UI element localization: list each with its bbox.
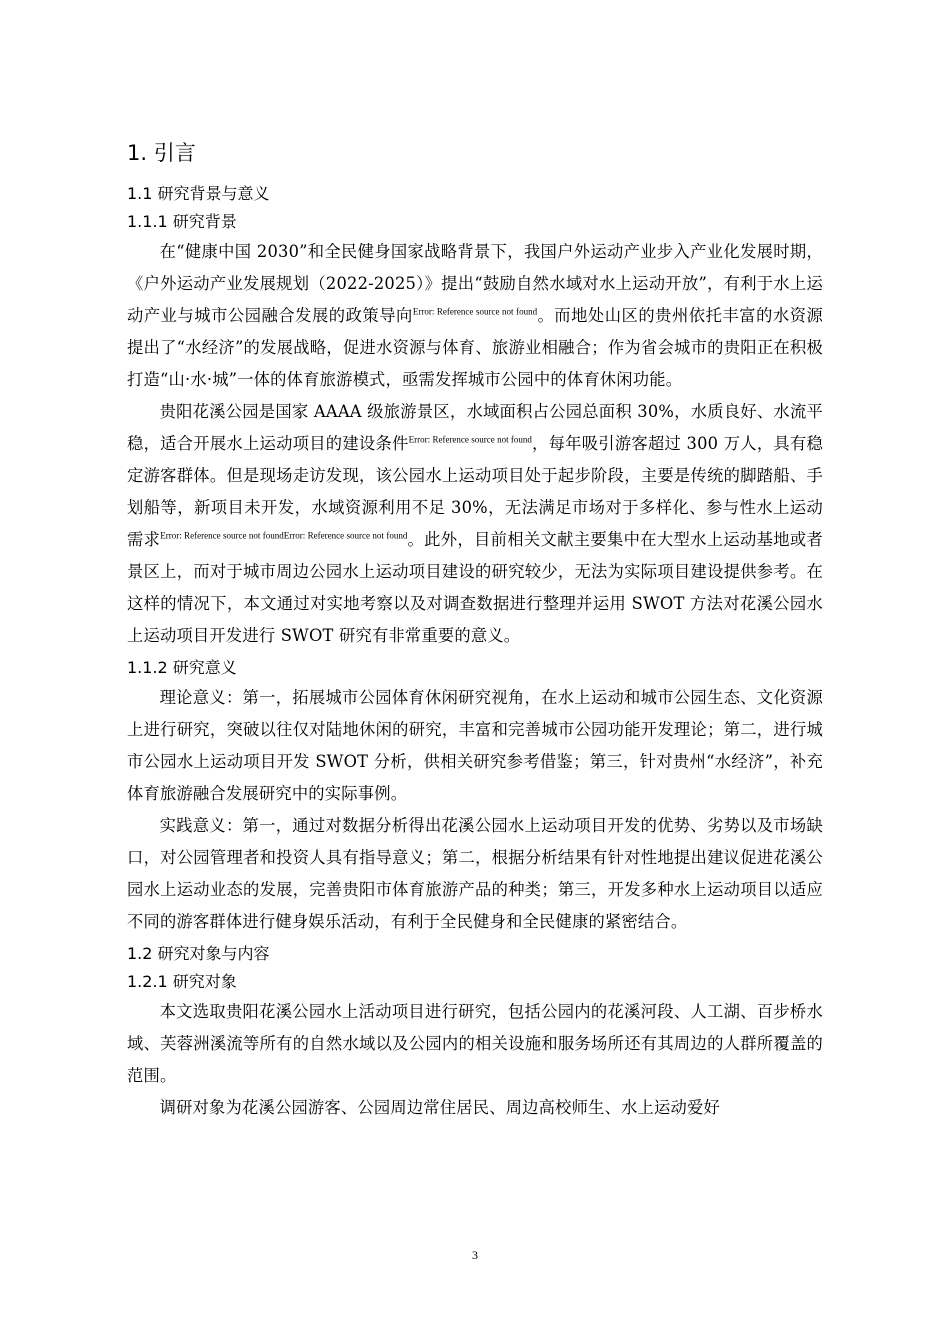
paragraph-research-object-2: 调研对象为花溪公园游客、公园周边常住居民、周边高校师生、水上运动爱好 <box>159 1098 720 1117</box>
page-number: 3 <box>472 1248 478 1262</box>
paragraph-text: ，每年吸引游客超过 300 万人，具有稳定游客群体。但是现场走访发现，该公园水上运动项目处于起步阶段，主要是传统的脚踏船、手划船等，新项目未开发，水域资源利用不足 30%，无法满足市场对于多样化、参与性水上运动需求 <box>127 434 824 549</box>
section-heading-1-1-1: 1.1.1 研究背景 <box>127 212 237 231</box>
section-heading-1-2-1: 1.2.1 研究对象 <box>127 972 237 991</box>
paragraph-text: 在“健康中国 2030”和全民健身国家战略背景下，我国户外运动产业步入产业化发展时期，《户外运动产业发展规划（2022-2025）》提出“鼓励自然水域对水上运动开放”，有利于水上运动产业与城市公园融合发展的政策导向 <box>127 242 823 325</box>
reference-error-marker: Error: Reference source not foundError: Reference source not found <box>160 530 408 541</box>
paragraph-significance-theory: 理论意义：第一，拓展城市公园体育休闲研究视角，在水上运动和城市公园生态、文化资源上进行研究，突破以往仅对陆地休闲的研究，丰富和完善城市公园功能开发理论；第二，进行城市公园水上运动项目开发 SWOT 分析，供相关研究参考借鉴；第三，针对贵州“水经济”，补充体育旅游融合发展研究中的实际事例。 <box>127 688 823 803</box>
chapter-heading: 1. 引言 <box>127 141 196 165</box>
paragraph-background-2 <box>127 396 823 652</box>
paragraph-text: 。而地处山区的贵州依托丰富的水资源提出了“水经济”的发展战略，促进水资源与体育、旅游业相融合；作为省会城市的贵阳正在积极打造“山·水·城”一体的体育旅游模式，亟需发挥城市公园中的体育休闲功能。 <box>127 306 823 389</box>
page-content <box>127 138 823 1124</box>
reference-error-marker: Error: Reference source not found <box>412 306 538 317</box>
paragraph-significance-practice: 实践意义：第一，通过对数据分析得出花溪公园水上运动项目开发的优势、劣势以及市场缺口，对公园管理者和投资人具有指导意义；第二，根据分析结果有针对性地提出建议促进花溪公园水上运动业态的发展，完善贵阳市体育旅游产品的种类；第三，开发多种水上运动项目以适应不同的游客群体进行健身娱乐活动，有利于全民健身和全民健康的紧密结合。 <box>127 816 823 931</box>
reference-error-marker: Error: Reference source not found <box>408 434 532 445</box>
paragraph-text: 贵阳花溪公园是国家 AAAA 级旅游景区，水域面积占公园总面积 30%，水质良好、水流平稳，适合开展水上运动项目的建设条件 <box>127 402 823 453</box>
section-heading-1-1: 1.1 研究背景与意义 <box>127 184 270 203</box>
paragraph-research-object-1: 本文选取贵阳花溪公园水上活动项目进行研究，包括公园内的花溪河段、人工湖、百步桥水域、芙蓉洲溪流等所有的自然水域以及公园内的相关设施和服务场所还有其周边的人群所覆盖的范围。 <box>127 1002 823 1085</box>
section-heading-1-1-2: 1.1.2 研究意义 <box>127 658 237 677</box>
paragraph-text: 。此外，目前相关文献主要集中在大型水上运动基地或者景区上，而对于城市周边公园水上运动项目建设的研究较少，无法为实际项目建设提供参考。在这样的情况下，本文通过对实地考察以及对调查数据进行整理并运用 SWOT 方法对花溪公园水上运动项目开发进行 SWOT 研究有非常重要的意义。 <box>127 530 823 645</box>
paragraph-background-1 <box>127 236 823 396</box>
section-heading-1-2: 1.2 研究对象与内容 <box>127 944 270 963</box>
